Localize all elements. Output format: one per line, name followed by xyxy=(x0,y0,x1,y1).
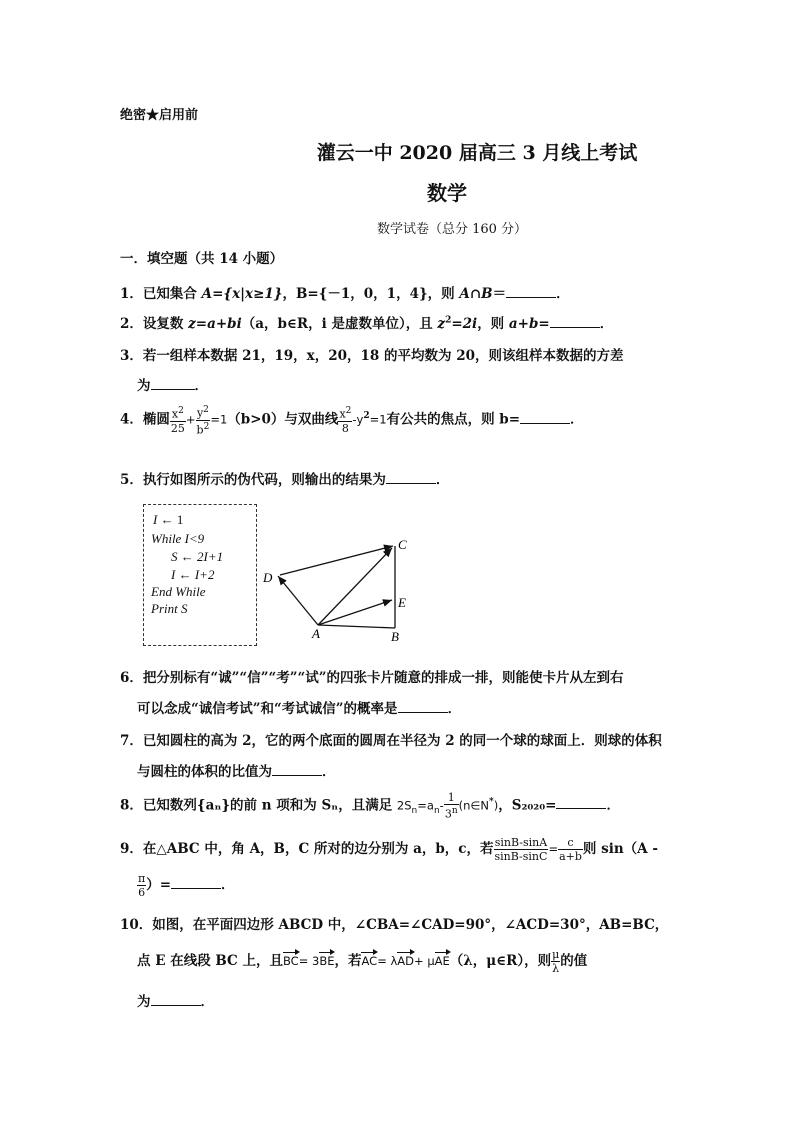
vector-ad xyxy=(278,576,318,625)
q-text: = λ xyxy=(377,954,398,968)
answer-blank[interactable] xyxy=(386,471,436,484)
q-text: 已知数列{aₙ}的前 n 项和为 Sₙ，且满足 xyxy=(142,797,397,814)
q-text: (n∈N xyxy=(458,798,490,813)
label-b: B xyxy=(391,629,399,644)
q-text: 椭圆 xyxy=(142,411,170,428)
q-num: 7． xyxy=(120,733,143,749)
question-10-line3 xyxy=(137,990,214,1010)
question-3 xyxy=(120,344,624,364)
q-text: =a xyxy=(417,798,434,813)
code-line-2: While I<9 xyxy=(151,531,205,546)
quadrilateral-figure xyxy=(258,532,418,647)
q-text: = xyxy=(548,842,559,856)
q-text: y xyxy=(196,406,204,420)
q-text: =2i xyxy=(451,316,478,332)
q-num: 10． xyxy=(120,917,153,933)
q-text: 把分别标有“诚”“信”“考”“试”的四张卡片随意的排成一排，则能使卡片从左到右 xyxy=(142,670,624,686)
fraction: $\frac{\pi}{6}$ xyxy=(138,872,146,899)
q-text: 设复数 xyxy=(142,316,189,332)
q-text: 为 xyxy=(137,378,151,394)
q-text: ，则 xyxy=(427,286,460,302)
pseudocode-box xyxy=(143,504,257,646)
label-e: E xyxy=(398,595,406,610)
question-4 xyxy=(120,404,584,436)
q-text: =1 xyxy=(210,412,228,427)
q-num: 6． xyxy=(120,670,143,686)
q-text: 2 xyxy=(445,315,452,326)
q-text: - xyxy=(439,798,444,813)
code-line-6: Print S xyxy=(151,601,188,616)
q-text: ． xyxy=(194,378,208,394)
q-text: 2 xyxy=(178,406,184,417)
exam-title: 灌云一中 2020 届高三 3 月线上考试 xyxy=(316,142,638,164)
q-text: ， xyxy=(282,286,296,302)
vector-be: BE xyxy=(319,954,335,968)
q-text: （b>0）与双曲线 xyxy=(227,411,339,428)
intersection: A∩B xyxy=(459,286,493,302)
code-line-5: End While xyxy=(151,584,206,599)
fraction xyxy=(170,405,186,435)
code-line-4: I ← I+2 xyxy=(171,567,215,582)
section-heading: 一．填空题（共 14 小题） xyxy=(120,251,284,267)
fraction: $\frac{1}{3^n}$ xyxy=(444,791,458,821)
q-text: =1 xyxy=(369,412,387,427)
answer-blank[interactable] xyxy=(550,315,600,328)
q-text: ． xyxy=(447,701,462,717)
q-num: 9． xyxy=(120,841,143,857)
q-text: 8 xyxy=(341,421,349,435)
q-num: 2． xyxy=(120,316,143,332)
confidential-label: 绝密★启用前 xyxy=(120,108,199,123)
code-line-1: I ← 1 xyxy=(153,512,184,527)
answer-blank[interactable] xyxy=(556,796,606,809)
question-9 xyxy=(120,836,658,863)
q-text: 在△ABC 中，角 A，B，C 所对的边分别为 a，b，c，若 xyxy=(142,841,494,857)
q-text: ＝ xyxy=(492,286,507,302)
segment-ab xyxy=(318,625,395,628)
q-text: = xyxy=(538,316,550,332)
complex-z: z=a+bi xyxy=(188,316,242,332)
answer-blank[interactable] xyxy=(506,285,556,298)
q-num: 5． xyxy=(120,472,143,488)
label-a: A xyxy=(312,626,320,641)
q-text: n xyxy=(411,806,418,817)
q-text: 若一组样本数据 21，19，x，20，18 的平均数为 20，则该组样本数据的方差 xyxy=(142,348,624,364)
q-text: 已知圆柱的高为 2，它的两个底面的圆周在半径为 2 的同一个球的球面上．则球的体积 xyxy=(142,733,662,749)
vector-ae xyxy=(318,600,392,625)
q-text: 与圆柱的体积的比值为 xyxy=(137,764,272,780)
q-text: ，S₂₀₂₀= xyxy=(498,797,557,814)
q-text: 执行如图所示的伪代码，则输出的结果为 xyxy=(142,472,386,488)
q-text: ． xyxy=(606,797,620,814)
q-text: 2 xyxy=(203,405,209,415)
q-text: 2S xyxy=(396,798,412,813)
q-text: + xyxy=(185,412,196,427)
q-text: a+b xyxy=(508,316,539,332)
q-text: 2 xyxy=(363,411,370,422)
q-text: = 3 xyxy=(298,954,320,968)
question-3-line2 xyxy=(137,374,208,394)
answer-blank[interactable] xyxy=(151,377,195,390)
q-text: 则 sin（A - xyxy=(582,841,658,857)
fraction: $\frac{c}{a+b}$ xyxy=(559,836,582,863)
question-7-line2 xyxy=(137,760,336,780)
answer-blank[interactable] xyxy=(398,700,448,713)
code-line-3: S ← 2I+1 xyxy=(171,549,224,564)
q-text: * xyxy=(489,796,494,807)
question-8 xyxy=(120,791,620,821)
subject-heading: 数学 xyxy=(427,181,467,205)
question-2 xyxy=(120,312,613,332)
vector-dc xyxy=(280,546,393,575)
q-text: ）= xyxy=(146,877,172,893)
vector-ac: AC xyxy=(361,954,378,968)
label-c: C xyxy=(398,537,407,552)
q-text: b xyxy=(196,423,204,437)
q-text: 可以念成“诚信考试”和“考试诚信”的概率是 xyxy=(137,701,398,717)
q-text: + μ xyxy=(414,954,435,968)
vector-bc: BC xyxy=(283,954,299,968)
set-a: A={x|x≥1} xyxy=(201,286,283,302)
question-7 xyxy=(120,729,662,749)
q-text: 如图，在平面四边形 ABCD 中，∠CBA=∠CAD=90°，∠ACD=30°，AB=BC， xyxy=(152,917,669,933)
q-text: 25 xyxy=(170,421,185,435)
q-text: 为 xyxy=(137,994,151,1010)
q-text: z xyxy=(437,316,446,332)
q-text: 2 xyxy=(345,406,352,417)
q-text: ． xyxy=(599,316,614,332)
fraction: $\frac{\mu}{\lambda}$ xyxy=(552,948,560,975)
q-text: ． xyxy=(556,286,570,302)
q-text: 已知集合 xyxy=(142,286,202,302)
q-text: ． xyxy=(322,764,336,780)
answer-blank[interactable] xyxy=(151,993,201,1006)
question-9-line2 xyxy=(137,872,235,899)
fraction: $\frac{\sin B-\sin A}{\sin B-\sin C}$ xyxy=(494,836,548,863)
vector-ad: AD xyxy=(397,954,415,968)
q-text: （λ，μ∈R），则 xyxy=(449,953,552,969)
fraction xyxy=(196,404,211,436)
q-text: ． xyxy=(200,994,214,1010)
q-text: ． xyxy=(435,472,450,488)
label-d: D xyxy=(263,570,273,585)
question-5 xyxy=(120,468,449,488)
q-text: ) xyxy=(493,798,499,813)
q-text: ，若 xyxy=(334,953,362,969)
q-num: 4． xyxy=(120,411,143,428)
q-text: n xyxy=(433,806,440,817)
q-text: -y xyxy=(352,412,364,427)
q-num: 8． xyxy=(120,797,143,814)
answer-blank[interactable] xyxy=(272,763,322,776)
vector-ae: AE xyxy=(434,954,450,968)
fraction xyxy=(338,405,352,435)
set-b: B={－1，0，1，4} xyxy=(295,286,428,302)
question-6-line2 xyxy=(137,697,461,717)
q-text: 点 E 在线段 BC 上，且 xyxy=(137,953,283,969)
question-1 xyxy=(120,282,570,302)
q-text: 2 xyxy=(203,421,210,432)
q-text: x xyxy=(339,407,346,421)
q-text: 有公共的焦点，则 b= xyxy=(386,411,521,428)
q-text: x xyxy=(171,407,179,421)
vector-ac xyxy=(318,548,392,625)
q-text: 的值 xyxy=(560,953,588,969)
q-text: ，则 xyxy=(477,316,509,332)
q-num: 3． xyxy=(120,348,143,364)
exam-subtitle: 数学试卷（总分 160 分） xyxy=(376,222,528,237)
q-text: （a，b∈R，i 是虚数单位），且 xyxy=(241,316,438,332)
answer-blank[interactable] xyxy=(171,876,221,889)
question-10 xyxy=(120,913,668,933)
q-num: 1． xyxy=(120,286,143,302)
q-text: ． xyxy=(221,877,235,893)
answer-blank[interactable] xyxy=(520,411,570,424)
question-10-line2 xyxy=(137,948,587,975)
q-text: ． xyxy=(570,411,584,428)
question-6 xyxy=(120,666,624,686)
